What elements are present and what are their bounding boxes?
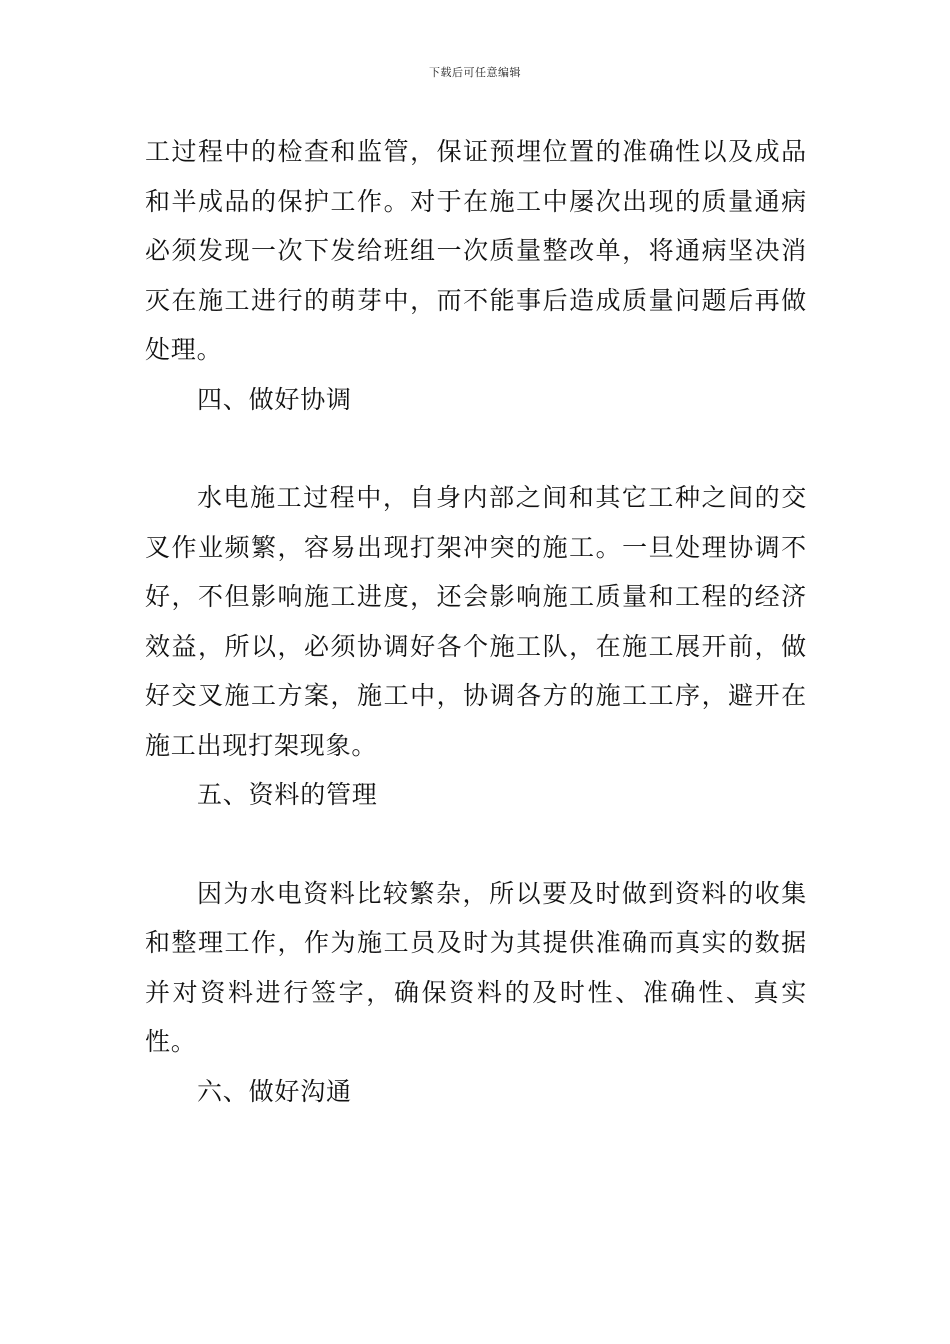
section-heading-document-management: 五、资料的管理	[197, 780, 378, 809]
paragraph-coordination: 水电施工过程中，自身内部之间和其它工种之间的交叉作业频繁，容易出现打架冲突的施工。一旦处理协调不好，不但影响施工进度，还会影响施工质量和工程的经济效益，所以，必须协调好各个施工队，在施工展开前，做好交叉施工方案，施工中，协调各方的施工工序，避开在施工出现打架现象。	[145, 483, 807, 760]
paragraph-document-management: 因为水电资料比较繁杂，所以要及时做到资料的收集和整理工作，作为施工员及时为其提供准确而真实的数据并对资料进行签字，确保资料的及时性、准确性、真实性。	[145, 878, 807, 1056]
document-body	[145, 127, 807, 1116]
paragraph-quality-supervision: 工过程中的检查和监管，保证预埋位置的准确性以及成品和半成品的保护工作。对于在施工中屡次出现的质量通病必须发现一次下发给班组一次质量整改单，将通病坚决消灭在施工进行的萌芽中，而不能事后造成质量问题后再做处理。	[145, 137, 807, 364]
section-heading-coordination: 四、做好协调	[197, 384, 352, 414]
page-header-note: 下载后可任意编辑	[429, 66, 521, 79]
section-heading-communication: 六、做好沟通	[197, 1076, 352, 1106]
